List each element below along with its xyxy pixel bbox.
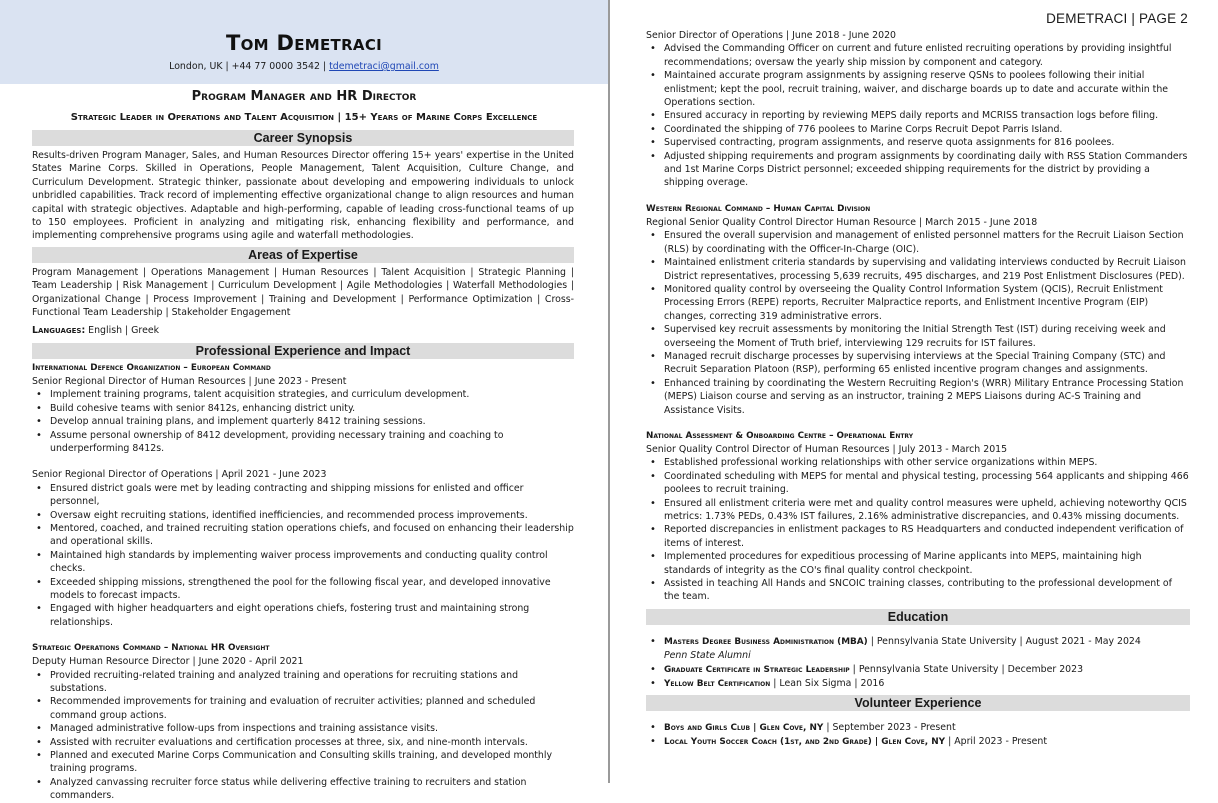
volunteer-org: Boys and Girls Club | Glen Cove, NY (664, 722, 824, 733)
career-synopsis-text: Results-driven Program Manager, Sales, and Human Resources Director offering 15+ years' expertise in the United States Marine Corps. Skilled in Operations, People Management, Talent Acquisition, Culture Change, and Curriculum Development. Strategic thinker, passionate about developing and empowering individuals to unlock unbridled capabilities. Track record of implementing effective organizational change to align resources and human capital with strategic objectives. Adaptable and high-performing, capable of leading cross-functional teams of up to 150 employees. Proficient in analyzing and mitigating risk, enhancing flexibility and performance, and implementing comprehensive programs using agile and waterfall methodologies. (32, 150, 574, 242)
volunteer-heading: Volunteer Experience (646, 695, 1190, 711)
languages-value: English | Greek (85, 325, 160, 337)
list-item: • Supervised key recruit assessments by monitoring the Initial Strength Test (IST) during receiving week and overseeing the Moment of Truth brief, interviewing 129 recruits for IST failures. (646, 323, 1190, 350)
education-item (646, 677, 1190, 691)
volunteer-item (646, 735, 1190, 749)
page-header: DEMETRACI | PAGE 2 (1046, 11, 1188, 26)
contact-text: London, UK | +44 77 0000 3542 | (169, 61, 330, 72)
role-title: Senior Regional Director of Operations | April 2021 - June 2023 (32, 469, 327, 481)
list-item: • Recommended improvements for training and evaluation of recruiter activities; planned and scheduled command group actions. (32, 695, 574, 722)
role-title: Senior Regional Director of Human Resources | June 2023 - Present (32, 375, 347, 387)
degree-name: Yellow Belt Certification (664, 678, 771, 689)
role-bullets (646, 456, 1190, 603)
role-title: Regional Senior Quality Control Director Human Resource | March 2015 - June 2018 (646, 216, 1038, 228)
list-item: • Maintained high standards by implementing waiver process improvements and conducting quality control checks. (32, 549, 574, 576)
org-name: Western Regional Command – Human Capital Division (646, 203, 871, 214)
org-name: Strategic Operations Command – National HR Oversight (32, 643, 270, 654)
email-link[interactable]: tdemetraci@gmail.com (329, 61, 439, 72)
list-item: • Provided recruiting-related training and analyzed training and operations for recruiting stations and substations. (32, 669, 574, 696)
role-title: Senior Director of Operations | June 2018 - June 2020 (646, 30, 897, 41)
page1-content (32, 130, 574, 803)
list-item: • Mentored, coached, and trained recruiting station operations chiefs, and focused on enhancing their leadership and operational skills. (32, 522, 574, 549)
list-item: • Assisted with recruiter evaluations and certification processes at three, six, and nine-month intervals. (32, 736, 574, 749)
role-title: Senior Quality Control Director of Human Resources | July 2013 - March 2015 (646, 443, 1008, 455)
list-item: • Ensured all enlistment criteria were met and quality control measures were upheld, achieving noteworthy QCIS metrics: 1.73% PEDs, 0.43% IST failures, 2.16% administrative discrepancies, and 0.43% missing documents. (646, 497, 1190, 524)
role-bullets (32, 388, 574, 455)
list-item: • Implemented procedures for expeditious processing of Marine applicants into MEPS, maintaining high standards of integrity as the CO's final quality control checkpoint. (646, 550, 1190, 577)
list-item: • Coordinated scheduling with MEPS for mental and physical testing, processing 564 applicants and shipping 466 poolees to recruit training. (646, 470, 1190, 497)
list-item: • Exceeded shipping missions, strengthened the pool for the following fiscal year, and developed innovative models to forecast impacts. (32, 576, 574, 603)
list-item: • Adjusted shipping requirements and program assignments by coordinating daily with RSS Station Commanders and 1st Marine Corps District personnel; exceeded shipping requirements for the district by providing a shipping overage. (646, 150, 1190, 190)
degree-name: Masters Degree Business Administration (MBA) (664, 636, 868, 647)
contact-line (0, 60, 608, 73)
expertise-text: Program Management | Operations Management | Human Resources | Talent Acquisition | Strategic Planning | Team Leadership | Risk Management | Curriculum Development | Agile Methodologies | Waterfall Methodologies | Organizational Change | Process Improvement | Training and Development | Performance Optimization | Cross-Functional Team Leadership | Stakeholder Engagement (32, 266, 574, 319)
list-item: • Ensured the overall supervision and management of enlisted personnel matters for the Recruit Liaison Section (RLS) by coordinating with the Officer-In-Charge (OIC). (646, 229, 1190, 256)
role-bullets (646, 42, 1190, 189)
degree-note: Penn State Alumni (664, 649, 751, 661)
volunteer-detail: | April 2023 - Present (945, 735, 1047, 747)
candidate-name: Tom Demetraci (225, 31, 383, 55)
org-name: National Assessment & Onboarding Centre – Operational Entry (646, 430, 914, 441)
resume-page-1 (0, 0, 608, 802)
list-item: • Maintained enlistment criteria standards by supervising and validating interviews conducted by Recruit Liaison District representatives, processing 5,639 recruits, 495 discharges, and 219 Post Enlistment Disclosures (PED). (646, 256, 1190, 283)
list-item: • Assisted in teaching All Hands and SNCOIC training classes, contributing to the professional development of the team. (646, 577, 1190, 604)
page2-content (646, 29, 1190, 749)
list-item: • Advised the Commanding Officer on current and future enlisted recruiting operations by providing insightful recommendations; oversaw the yearly ship mission by component and category. (646, 42, 1190, 69)
degree-detail: | Pennsylvania State University | August 2021 - May 2024 (867, 635, 1141, 647)
list-item: • Maintained accurate program assignments by assigning reserve QSNs to poolees following their initial enlistment; kept the pool, recruit training, waiver, and discharge boards up to date and accurate within the Operations section. (646, 69, 1190, 109)
org-name: International Defence Organization – European Command (32, 362, 271, 373)
languages-line (32, 324, 574, 337)
role-bullets (32, 669, 574, 803)
degree-name: Graduate Certificate in Strategic Leadership (664, 664, 850, 675)
list-item: • Assume personal ownership of 8412 development, providing necessary training and coaching to underperforming 8412s. (32, 429, 574, 456)
education-item (646, 635, 1190, 663)
job-title: Program Manager and HR Director (191, 89, 417, 104)
list-item: • Ensured district goals were met by leading contracting and shipping missions for enlisted and officer personnel, (32, 482, 574, 509)
role-bullets (646, 229, 1190, 417)
list-item: • Supervised contracting, program assignments, and reserve quota assignments for 816 poolees. (646, 136, 1190, 149)
list-item: • Ensured accuracy in reporting by reviewing MEPS daily reports and MCRISS transaction logs before filing. (646, 109, 1190, 122)
list-item: • Oversaw eight recruiting stations, identified inefficiencies, and recommended process improvements. (32, 509, 574, 522)
volunteer-item (646, 721, 1190, 735)
list-item: • Enhanced training by coordinating the Western Recruiting Region's (WRR) Military Entrance Processing Station (MEPS) Liaison course and serving as an instructor, training 2 MEPS Liaisons during AC-S Training and Assistance Visits. (646, 377, 1190, 417)
education-item (646, 663, 1190, 677)
languages-label: Languages: (32, 325, 86, 337)
list-item: • Build cohesive teams with senior 8412s, enhancing district unity. (32, 402, 574, 415)
list-item: • Engaged with higher headquarters and eight operations chiefs, fostering trust and maintaining strong relationships. (32, 602, 574, 629)
list-item: • Managed administrative follow-ups from inspections and training assistance visits. (32, 722, 574, 735)
list-item: • Managed recruit discharge processes by supervising interviews at the Special Training Company (STC) and Recruit Separation Platoon (RSP), performing 65 enlisted incentive program changes and assignments. (646, 350, 1190, 377)
degree-detail: | Lean Six Sigma | 2016 (770, 677, 885, 689)
degree-detail: | Pennsylvania State University | December 2023 (849, 663, 1084, 675)
volunteer-detail: | September 2023 - Present (823, 721, 956, 733)
list-item: • Planned and executed Marine Corps Communication and Consulting skills training, and developed monthly training programs. (32, 749, 574, 776)
list-item: • Coordinated the shipping of 776 poolees to Marine Corps Recruit Depot Parris Island. (646, 123, 1190, 136)
expertise-heading: Areas of Expertise (32, 247, 574, 263)
job-subtitle: Strategic Leader in Operations and Talent Acquisition | 15+ Years of Marine Corps Excellence (70, 112, 538, 123)
role-bullets (32, 482, 574, 629)
resume-page-2 (610, 0, 1218, 783)
role-title: Deputy Human Resource Director | June 2020 - April 2021 (32, 656, 304, 668)
volunteer-org: Local Youth Soccer Coach (1st, and 2nd Grade) | Glen Cove, NY (664, 736, 946, 747)
list-item: • Develop annual training plans, and implement quarterly 8412 training sessions. (32, 415, 574, 428)
list-item: • Implement training programs, talent acquisition strategies, and curriculum development. (32, 388, 574, 401)
education-heading: Education (646, 609, 1190, 625)
list-item: • Established professional working relationships with other service organizations within MEPS. (646, 456, 1190, 469)
list-item: • Monitored quality control by overseeing the Quality Control Information System (QCIS), Recruit Enlistment Processing Errors (REPE) reports, Recruiter Malpractice reports, and Enlistment Incentive Program (EIP) changes, correcting 319 administrative errors. (646, 283, 1190, 323)
list-item: • Analyzed canvassing recruiter force status while delivering effective training to recruiters and station commanders. (32, 776, 574, 803)
list-item: • Reported discrepancies in enlistment packages to RS Headquarters and conducted independent verification of items of interest. (646, 523, 1190, 550)
experience-heading: Professional Experience and Impact (32, 343, 574, 359)
career-synopsis-heading: Career Synopsis (32, 130, 574, 146)
